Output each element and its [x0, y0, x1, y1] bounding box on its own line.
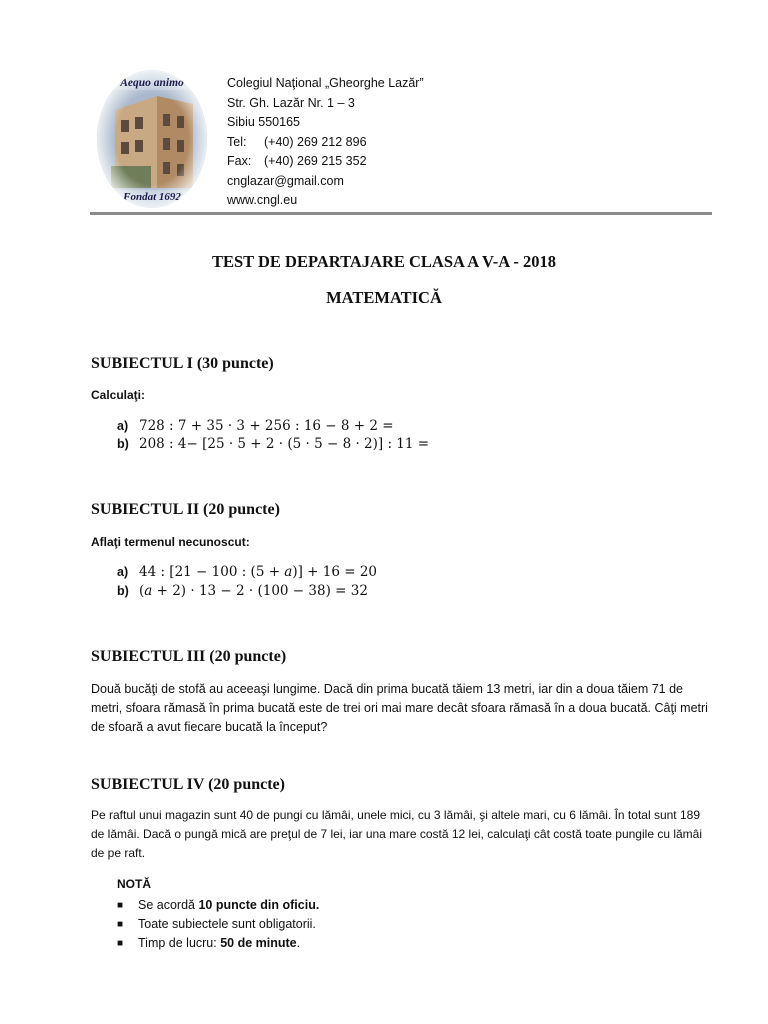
note-label: NOTĂ [117, 877, 151, 891]
school-email[interactable]: cnglazar@gmail.com [227, 173, 344, 188]
exam-subject: MATEMATICĂ [326, 288, 442, 307]
section-2-item-a [117, 564, 377, 580]
section-1-heading: SUBIECTUL I (30 puncte) [91, 355, 274, 372]
school-city: Sibiu 550165 [227, 115, 300, 129]
item-letter: a) [117, 419, 129, 433]
exam-title: TEST DE DEPARTAJARE CLASA A V-A - 2018 [211, 252, 556, 271]
section-2-heading: SUBIECTUL II (20 puncte) [91, 501, 280, 518]
bullet-icon: ■ [117, 938, 124, 949]
school-tel [227, 133, 424, 153]
logo-founded: Fondat 1692 [123, 191, 181, 203]
section-3-heading: SUBIECTUL III (20 puncte) [91, 648, 287, 665]
fax-value: (+40) 269 215 352 [264, 154, 367, 168]
bullet-icon: ■ [117, 900, 124, 911]
school-name: Colegiul Naţional „Gheorghe Lazăr” [227, 76, 424, 90]
item-letter: b) [117, 584, 129, 598]
note-list [117, 896, 319, 953]
school-building-image [97, 70, 207, 208]
section-1-item-b [117, 436, 429, 452]
item-expression: 44 : [21 − 100 : (5 + 𝑎)] + 16 = 20 [139, 564, 378, 580]
section-2-instruction: Aflaţi termenul necunoscut: [91, 535, 250, 549]
school-street: Str. Gh. Lazăr Nr. 1 – 3 [227, 95, 355, 110]
tel-value: (+40) 269 212 896 [264, 134, 367, 149]
section-4-problem: Pe raftul unui magazin sunt 40 de pungi cu lămâi, unele mici, cu 3 lămâi, şi altele mari, cu 6 lămâi. În total sunt 189 de lămâi. Dacă o pungă mică are preţul de 7 lei, iar una mare costă 12 lei, calculaţi cât costă toate pungile cu lămâi de pe raft. [91, 808, 703, 860]
school-fax [227, 152, 424, 172]
section-4-heading: SUBIECTUL IV (20 puncte) [91, 776, 285, 793]
logo-motto: Aequo animo [120, 77, 184, 89]
school-contact [227, 74, 424, 211]
school-logo [97, 70, 207, 208]
tel-label: Tel: [227, 134, 247, 149]
school-website[interactable]: www.cngl.eu [227, 193, 298, 207]
item-letter: b) [117, 437, 129, 451]
item-letter: a) [117, 565, 129, 579]
section-2-item-b [117, 583, 368, 599]
section-3-problem: Două bucăţi de stofă au aceeaşi lungime. Dacă din prima bucată tăiem 13 metri, iar din a doua tăiem 71 de metri, sfoara rămasă în prima bucată este de trei ori mai mare decât sfoara rămasă în a doua bucată. Câţi metri de sfoară a avut fiecare bucată la început? [91, 682, 708, 734]
section-1-instruction: Calculaţi: [91, 388, 146, 402]
item-expression: 208 : 4− [25 · 5 + 2 · (5 · 5 − 8 · 2)] : 11 = [139, 436, 430, 452]
section-1-item-a [117, 418, 394, 434]
bullet-icon: ■ [117, 919, 124, 930]
fax-label: Fax: [227, 154, 252, 168]
note-item: ■ Toate subiectele sunt obligatorii. [117, 915, 319, 934]
note-item: ■ Se acordă 10 puncte din oficiu. [117, 896, 319, 915]
item-expression: (𝑎 + 2) · 13 − 2 · (100 − 38) = 32 [139, 583, 368, 599]
header-divider [90, 212, 712, 215]
item-expression: 728 : 7 + 35 · 3 + 256 : 16 − 8 + 2 = [139, 418, 394, 434]
note-item: ■ Timp de lucru: 50 de minute. [117, 934, 319, 953]
